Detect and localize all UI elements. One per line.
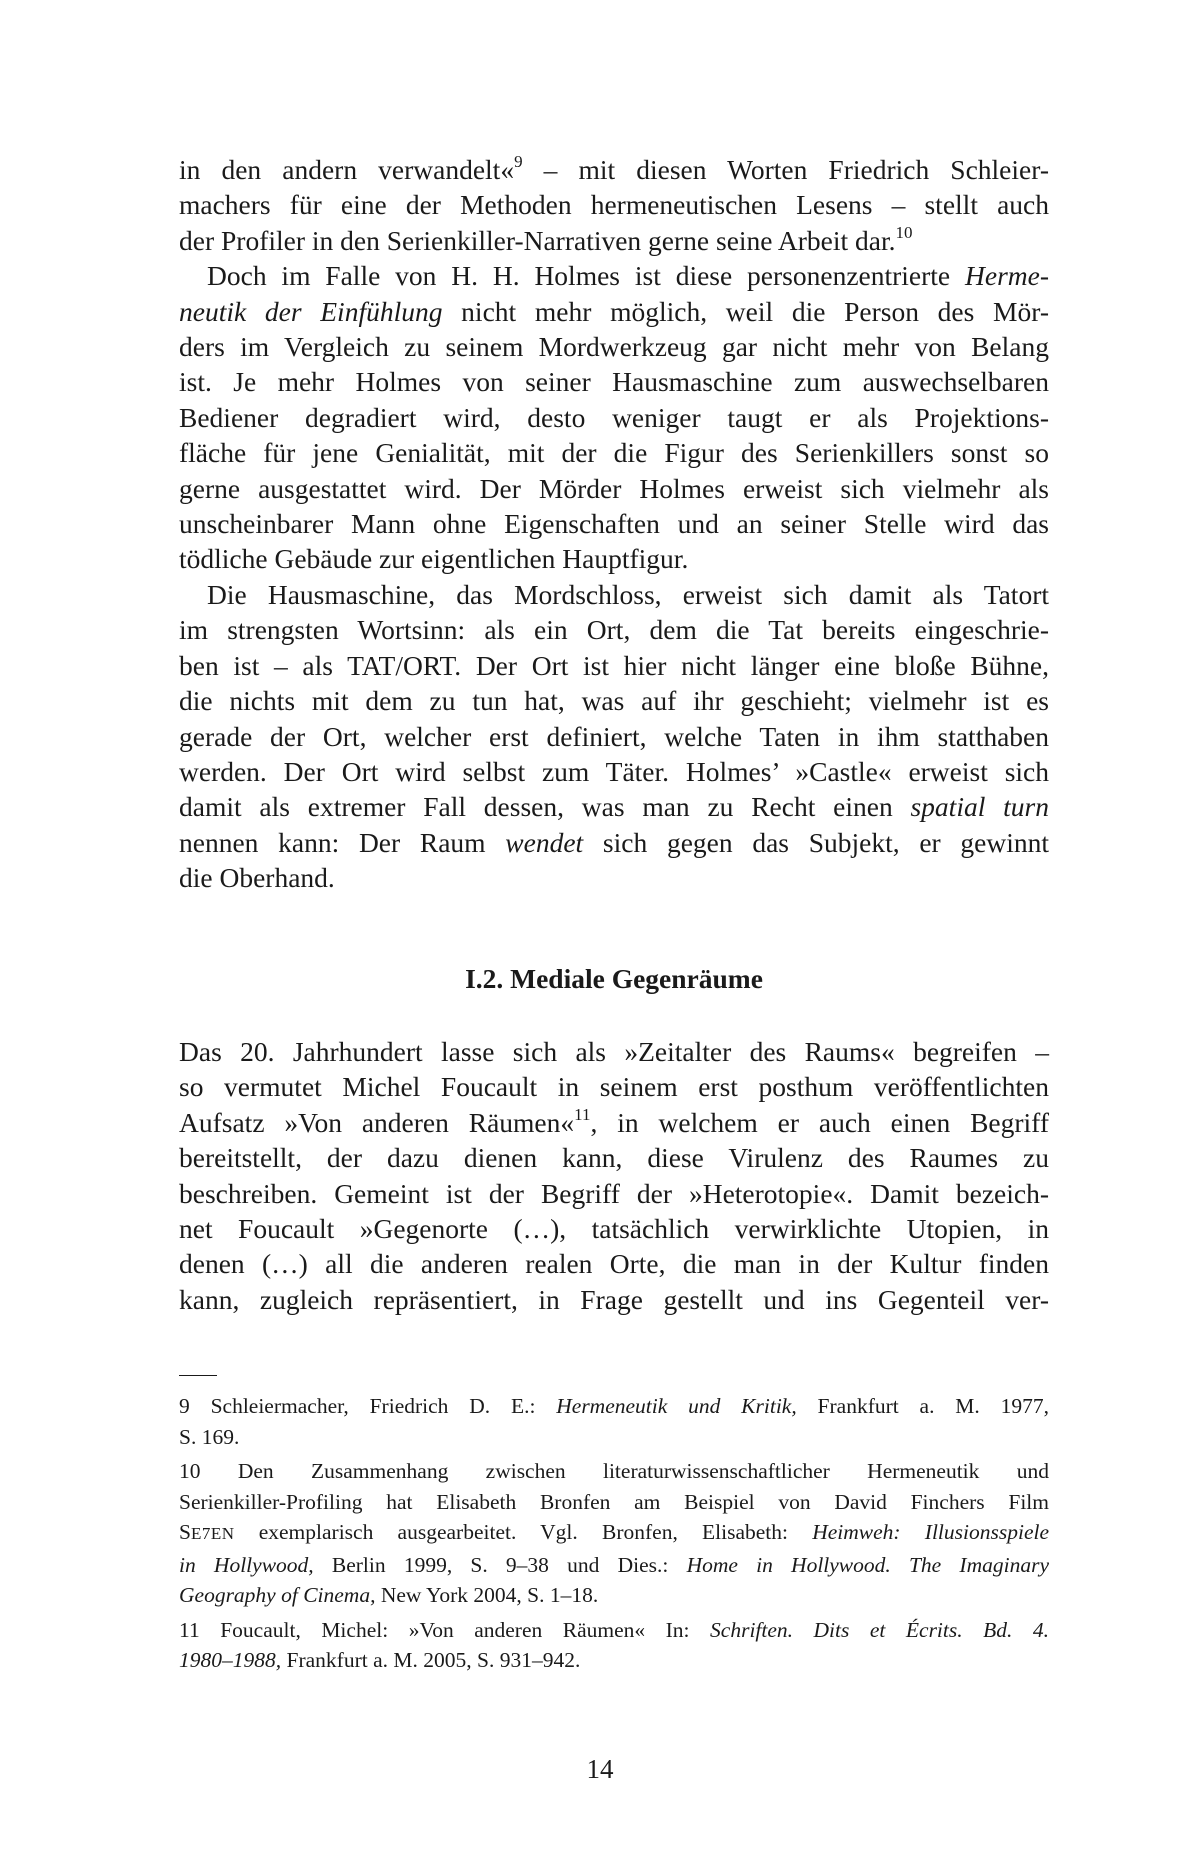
emphasis: spatial turn (910, 791, 1049, 823)
text-line: im strengsten Wortsinn: als ein Ort, dem die Tat bereits eingeschrie- (179, 614, 1049, 646)
footnote-10 (179, 1456, 1049, 1611)
section-heading: I.2. Mediale Gegenräume (465, 963, 763, 994)
emphasis: Heimweh: Illusionsspiele (812, 1520, 1050, 1544)
footnote-divider (179, 1375, 217, 1376)
text-line: Die Hausmaschine, das Mordschloss, erweist sich damit als Tatort (207, 578, 1049, 610)
emphasis: 1980–1988, (179, 1648, 282, 1672)
text-line: ist. Je mehr Holmes von seiner Hausmaschine zum auswechselbaren (179, 366, 1049, 398)
footnote-ref-9[interactable]: 9 (514, 151, 523, 171)
footnote-11 (179, 1615, 1049, 1676)
text-line: gerne ausgestattet wird. Der Mörder Holmes erweist sich vielmehr als (179, 472, 1049, 504)
text-line: machers für eine der Methoden hermeneutischen Lesens – stellt auch (179, 189, 1049, 221)
small-caps-title: E7EN (190, 1524, 235, 1543)
emphasis: in Hollywood, (179, 1552, 314, 1577)
text-line: Doch im Falle von H. H. Holmes ist diese personenzentrierte Herme- (207, 260, 1049, 292)
text-line: werden. Der Ort wird selbst zum Täter. Holmes’ »Castle« erweist sich (179, 755, 1049, 787)
footnote-line: Geography of Cinema, New York 2004, S. 1–18. (179, 1583, 599, 1607)
body-paragraphs-top (179, 152, 1049, 896)
emphasis: Hermeneutik und Kritik, (556, 1394, 797, 1418)
text-line: Bediener degradiert wird, desto weniger taugt er als Projektions- (179, 401, 1049, 433)
text-line: unscheinbarer Mann ohne Eigenschaften und an seiner Stelle wird das (179, 508, 1049, 540)
text-line: Aufsatz »Von anderen Räumen«$^{11}$, in welchem er auch einen Begriff (179, 1104, 1049, 1138)
text-line: der Profiler in den Serienkiller-Narrativen gerne seine Arbeit dar.$^{10}$ (179, 222, 913, 256)
text-line: Das 20. Jahrhundert lasse sich als »Zeitalter des Raums« begreifen – (179, 1036, 1049, 1067)
body-paragraphs-bottom (179, 1034, 1049, 1317)
footnote-line: S. 169. (179, 1424, 240, 1449)
text-line: ben ist – als TAT/ORT. Der Ort ist hier nicht länger eine bloße Bühne, (179, 649, 1049, 681)
emphasis: Schriften. Dits et Écrits. Bd. 4. (710, 1617, 1050, 1642)
emphasis: Geography of Cinema, (179, 1583, 376, 1607)
footnote-line: 1980–1988, Frankfurt a. M. 2005, S. 931–942. (179, 1648, 581, 1672)
text-line: damit als extremer Fall dessen, was man zu Recht einen spatial turn (179, 791, 1049, 823)
text-line: nennen kann: Der Raum wendet sich gegen das Subjekt, er gewinnt (179, 826, 1049, 858)
emphasis: wendet (505, 826, 584, 858)
footnote-ref-11[interactable]: 11 (574, 1104, 591, 1124)
text-line: ders im Vergleich zu seinem Mordwerkzeug gar nicht mehr von Belang (179, 331, 1049, 363)
text-line: kann, zugleich repräsentiert, in Frage gestellt und ins Gegenteil ver- (179, 1283, 1049, 1315)
text-line: net Foucault »Gegenorte (…), tatsächlich verwirklichte Utopien, in (179, 1213, 1049, 1245)
text-line: die Oberhand. (179, 862, 335, 894)
emphasis: Herme- (965, 260, 1049, 292)
footnote-ref-10[interactable]: 10 (895, 222, 913, 242)
text-line: neutik der Einfühlung nicht mehr möglich, weil die Person des Mör- (179, 295, 1050, 327)
footnote-9 (179, 1391, 1049, 1452)
text-line: denen (…) all die anderen realen Orte, die man in der Kultur finden (179, 1248, 1049, 1280)
footnote-line: SE7EN exemplarisch ausgearbeitet. Vgl. Bronfen, Elisabeth: Heimweh: Illusionsspiele (179, 1520, 1050, 1544)
text-line: fläche für jene Genialität, mit der die Figur des Serienkillers sonst so (179, 437, 1049, 469)
text-line: tödliche Gebäude zur eigentlichen Hauptfigur. (179, 543, 689, 575)
page-number: 14 (586, 1754, 614, 1784)
text-line: so vermutet Michel Foucault in seinem erst posthum veröffentlichten (179, 1071, 1049, 1103)
text-line: die nichts mit dem zu tun hat, was auf ihr geschieht; vielmehr ist es (179, 685, 1049, 717)
text-line: beschreiben. Gemeint ist der Begriff der »Heterotopie«. Damit bezeich- (179, 1177, 1049, 1209)
footnotes (179, 1391, 1049, 1680)
text-line: gerade der Ort, welcher erst definiert, welche Taten in ihm statthaben (179, 720, 1049, 752)
footnote-line: 11 Foucault, Michel: »Von anderen Räumen« In: Schriften. Dits et Écrits. Bd. 4. (179, 1617, 1050, 1642)
footnote-line: in Hollywood, Berlin 1999, S. 9–38 und Dies.: Home in Hollywood. The Imaginary (179, 1552, 1049, 1577)
emphasis: Home in Hollywood. The Imaginary (686, 1552, 1049, 1577)
emphasis: neutik der Einfühlung (179, 295, 443, 327)
footnote-line: 10 Den Zusammenhang zwischen literaturwissenschaftlicher Hermeneutik und (179, 1459, 1049, 1483)
footnote-line: 9 Schleiermacher, Friedrich D. E.: Hermeneutik und Kritik, Frankfurt a. M. 1977, (179, 1394, 1049, 1418)
footnote-line: Serienkiller-Profiling hat Elisabeth Bronfen am Beispiel von David Finchers Film (179, 1489, 1049, 1514)
text-line: in den andern verwandelt«$^9$ – mit diesen Worten Friedrich Schleier- (179, 151, 1049, 185)
text-line: bereitstellt, der dazu dienen kann, diese Virulenz des Raumes zu (179, 1142, 1049, 1174)
